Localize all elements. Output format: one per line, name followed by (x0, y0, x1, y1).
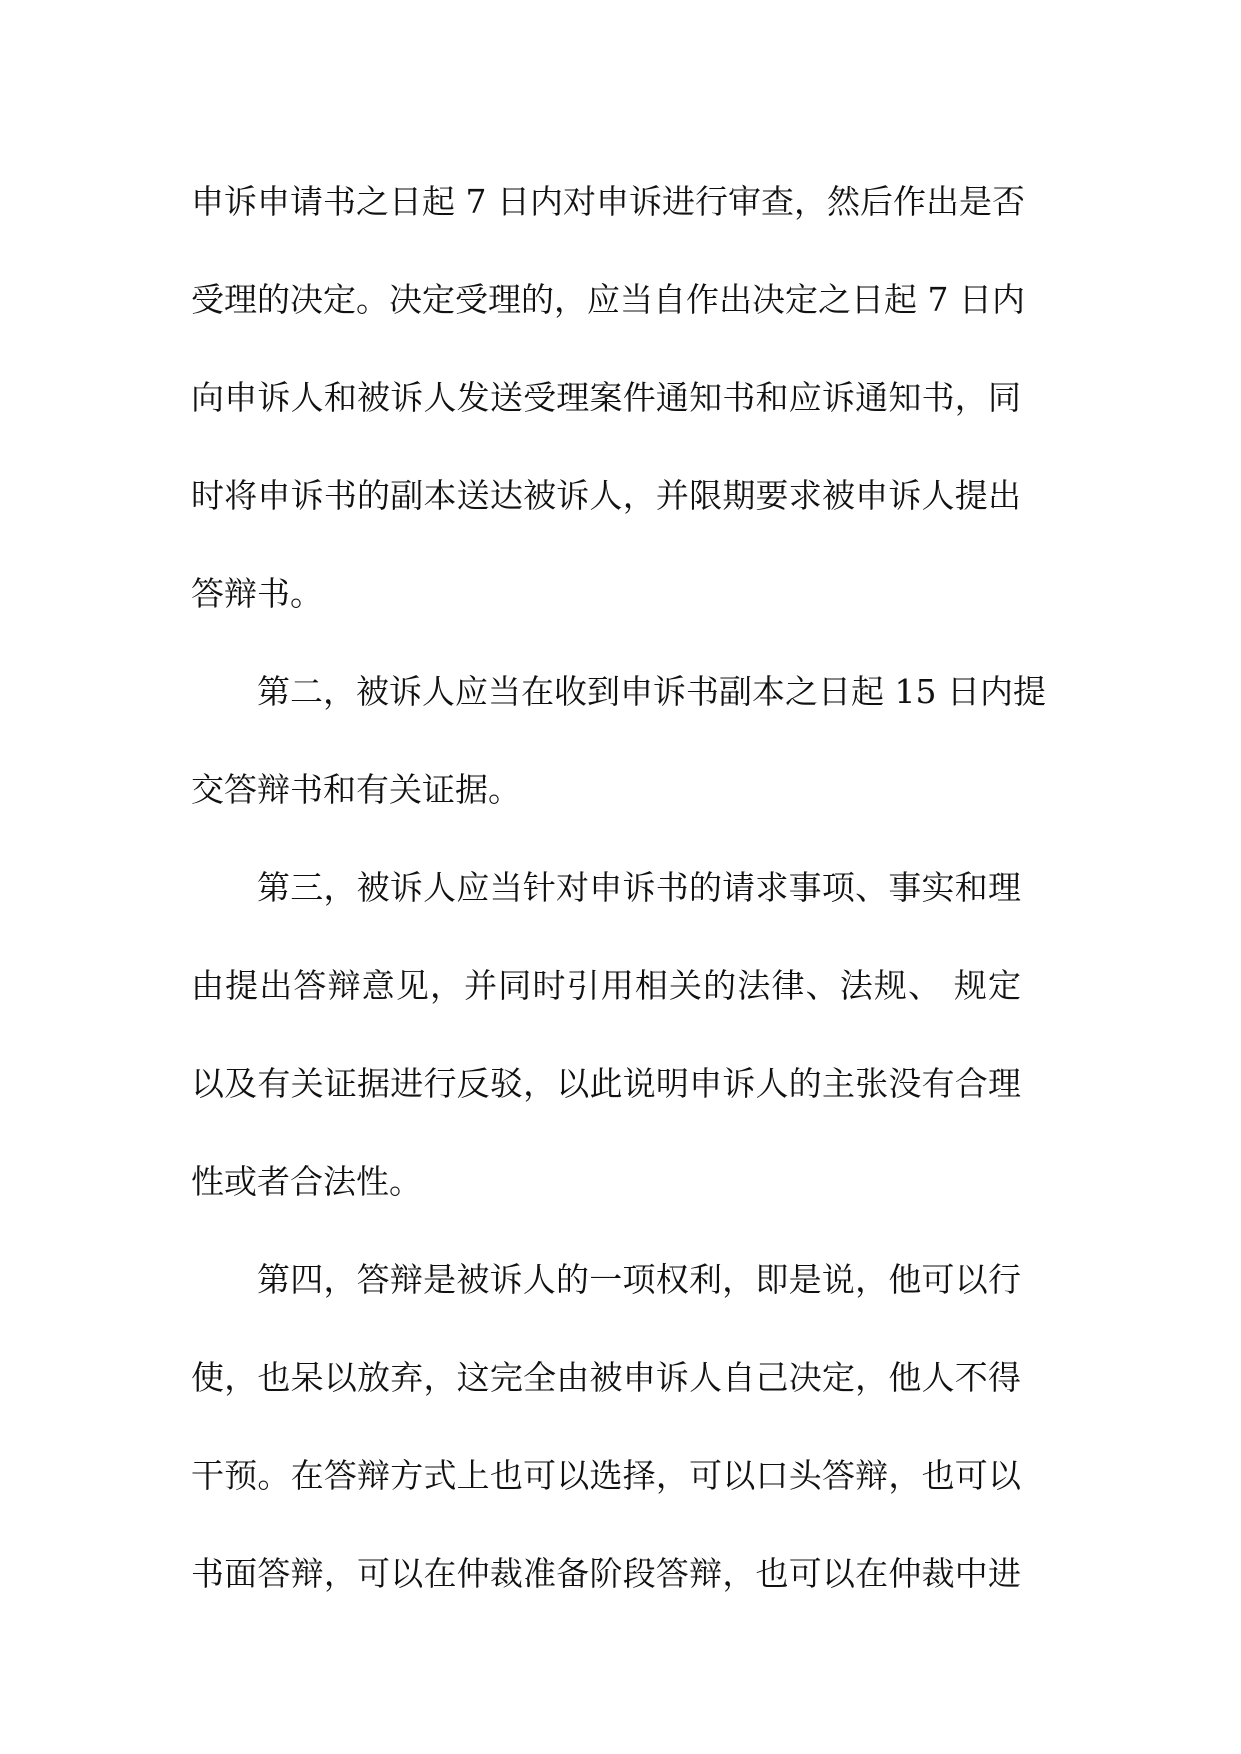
text-line: 性或者合法性。 (191, 1162, 422, 1201)
text-line: 使，也呆以放弃，这完全由被申诉人自己决定，他人不得 (191, 1358, 1021, 1397)
text-line: 向申诉人和被诉人发送受理案件通知书和应诉通知书，同 (191, 378, 1021, 417)
text-line: 受理的决定。决定受理的，应当自作出决定之日起 7 日内 (191, 280, 1025, 319)
text-line: 申诉申请书之日起 7 日内对申诉进行审查，然后作出是否 (191, 182, 1025, 221)
text-line: 第二，被诉人应当在收到申诉书副本之日起 15 日内提 (257, 672, 1046, 711)
paragraph (191, 1231, 1021, 1623)
text-line: 以及有关证据进行反驳，以此说明申诉人的主张没有合理 (191, 1064, 1021, 1103)
paragraph (191, 643, 1046, 839)
text-line: 交答辩书和有关证据。 (191, 770, 521, 809)
text-line: 第四，答辩是被诉人的一项权利，即是说，他可以行 (257, 1260, 1021, 1299)
text-line: 第三，被诉人应当针对申诉书的请求事项、事实和理 (257, 868, 1021, 907)
text-line: 书面答辩，可以在仲裁准备阶段答辩，也可以在仲裁中进 (191, 1554, 1021, 1593)
text-line: 干预。在答辩方式上也可以选择，可以口头答辩，也可以 (191, 1456, 1021, 1495)
text-line: 答辩书。 (191, 574, 323, 613)
text-line: 时将申诉书的副本送达被诉人，并限期要求被申诉人提出 (191, 476, 1021, 515)
paragraph (191, 839, 1021, 1231)
paragraph (191, 153, 1025, 643)
document-body (191, 153, 1046, 1623)
text-line: 由提出答辩意见，并同时引用相关的法律、法规、 规定 (191, 966, 1021, 1005)
